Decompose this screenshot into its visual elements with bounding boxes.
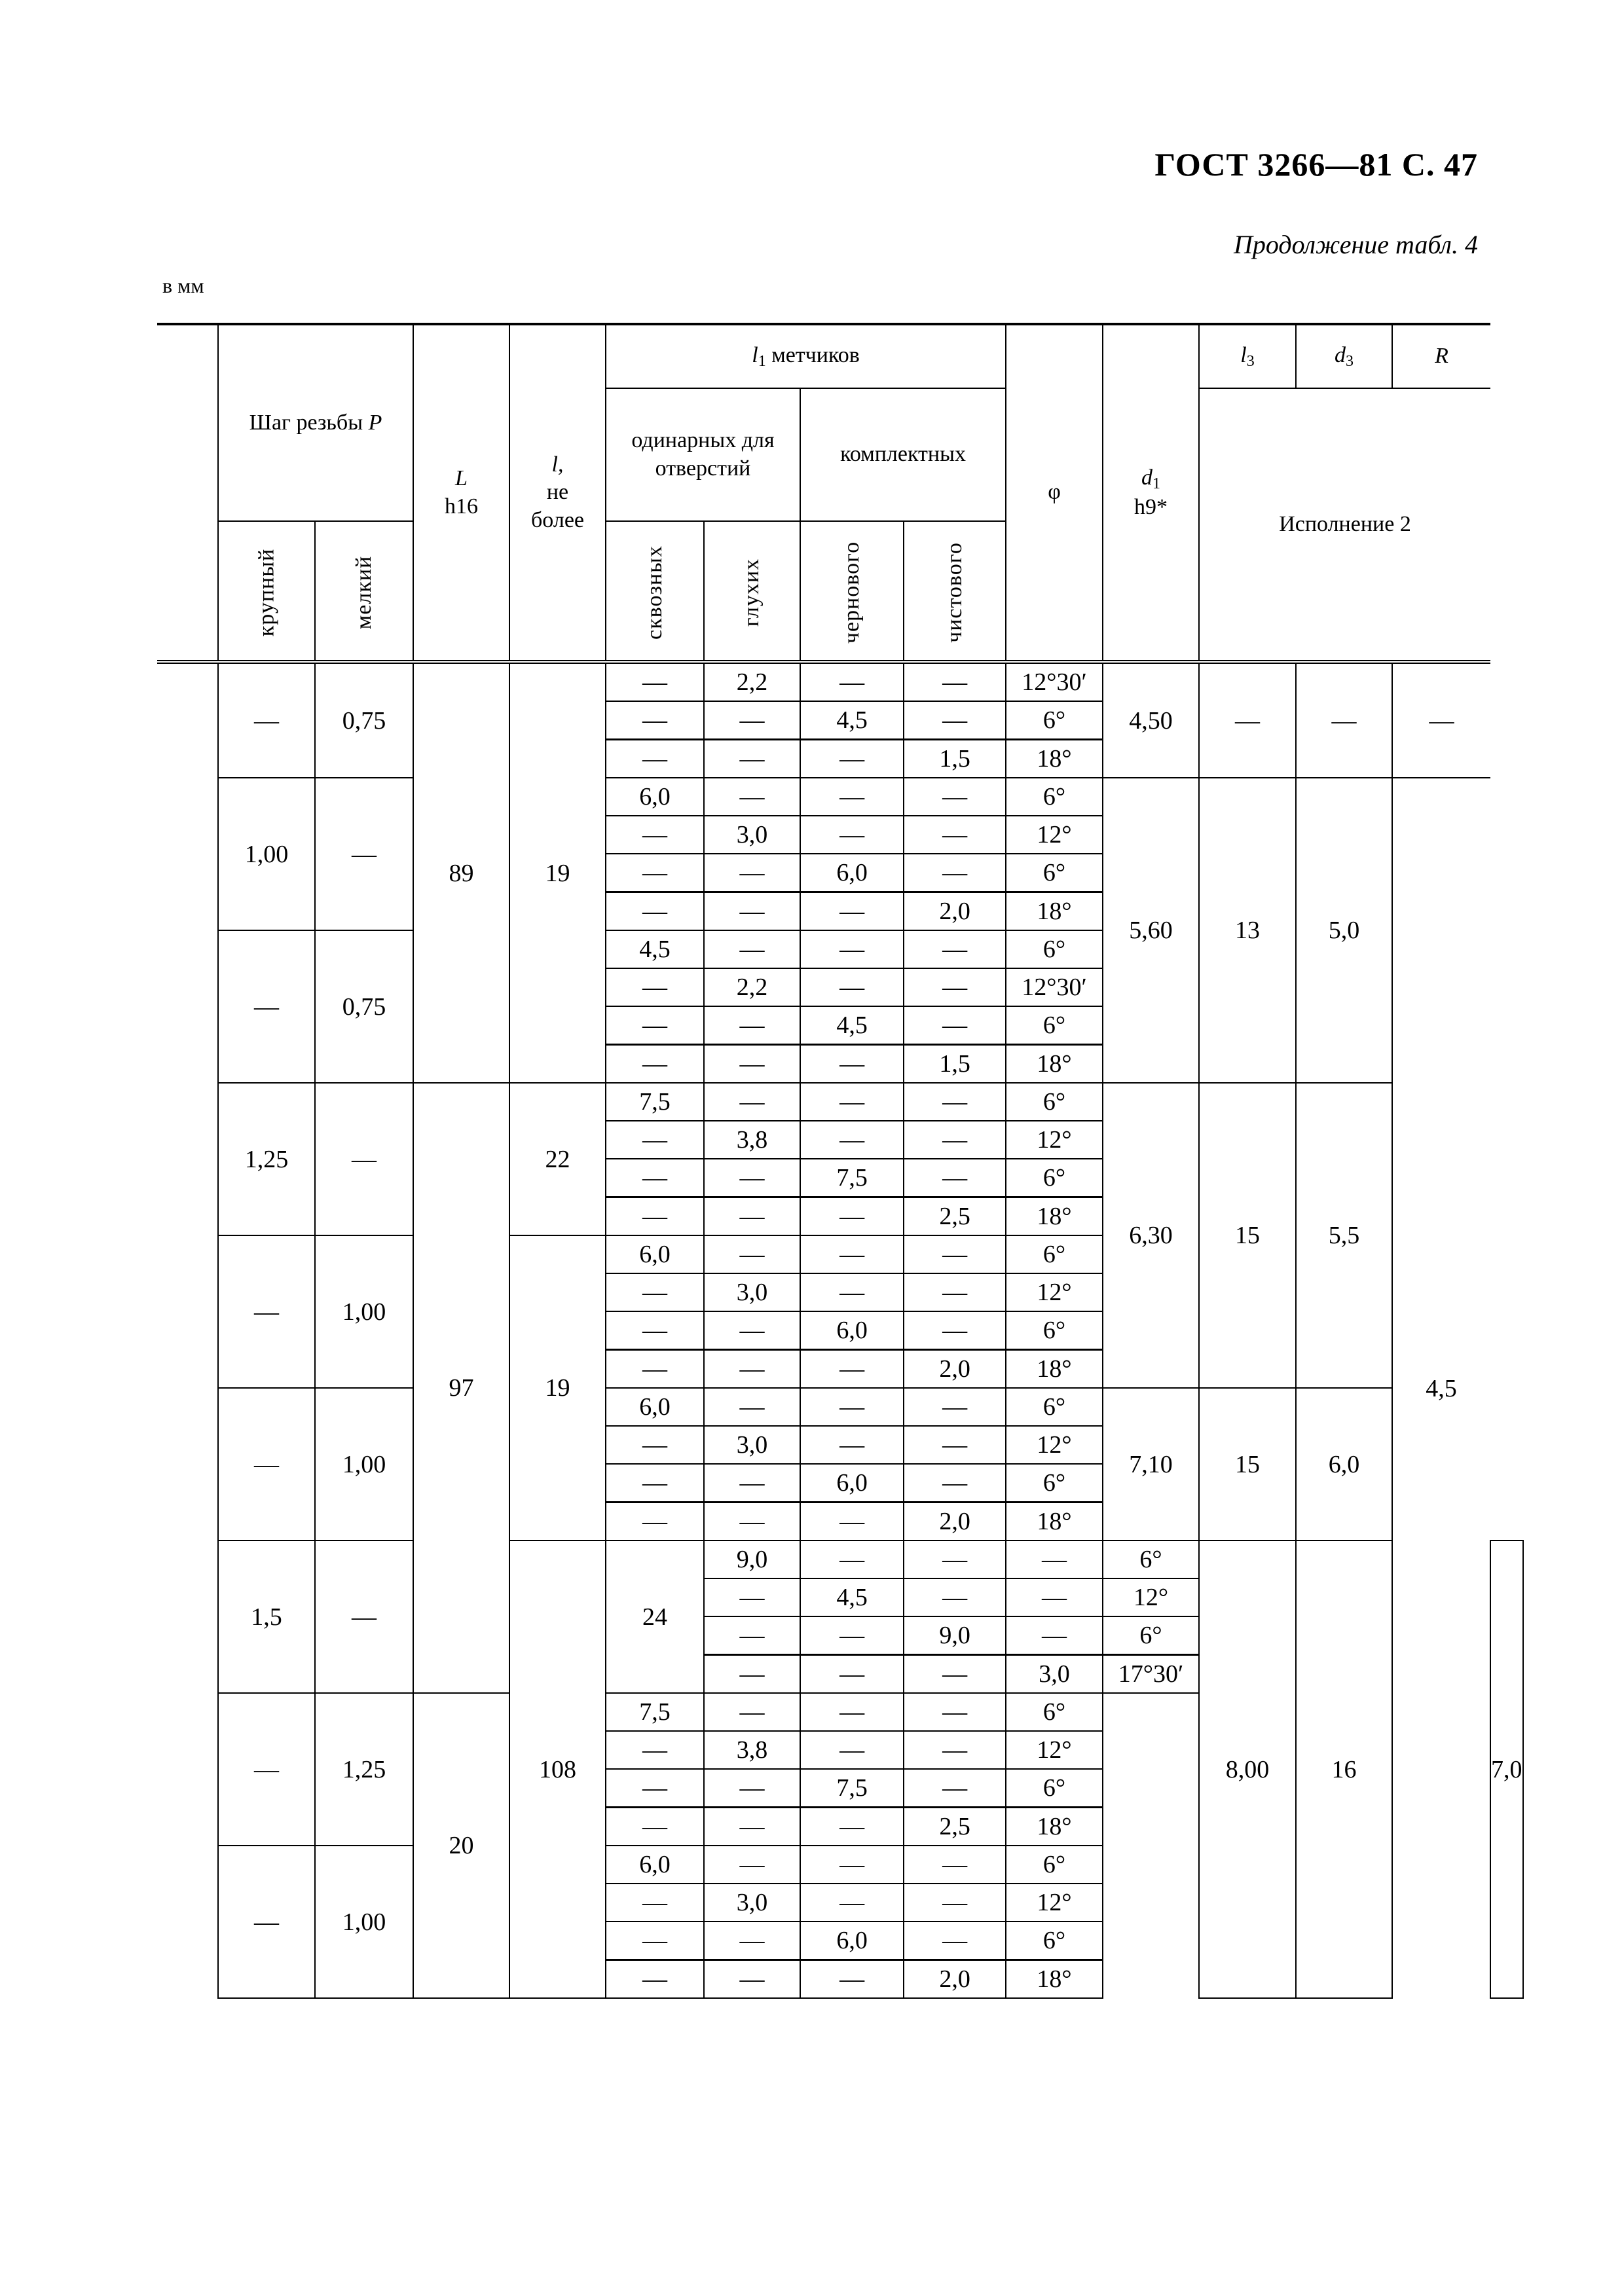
cell-finish: — [904,662,1006,701]
header-pitch: Шаг резьбы P [218,324,413,521]
cell-pitch-fine: 0,75 [315,930,413,1083]
header-l: l, не более [509,324,606,662]
header-L: L h16 [413,324,509,662]
cell-rough: — [904,1540,1006,1578]
cell-finish: — [904,968,1006,1006]
cell-blind: — [704,1159,800,1197]
cell-through: — [606,1350,704,1389]
cell-rough: — [800,1121,904,1159]
cell-d1: 7,10 [1103,1388,1199,1540]
cell-phi: 12°30′ [1006,662,1103,701]
cell-blind: — [704,1922,800,1960]
cell-through: — [606,968,704,1006]
cell-phi: 12° [1006,1884,1103,1922]
cell-finish: 2,0 [904,1350,1006,1389]
header-variant-2: Исполнение 2 [1199,388,1490,662]
cell-rough: 6,0 [800,1922,904,1960]
cell-through: — [606,1006,704,1045]
cell-l3: — [1199,662,1296,778]
cell-l: 20 [413,1693,509,1998]
cell-finish: — [904,1426,1006,1464]
cell-through: 6,0 [606,1846,704,1884]
cell-phi: 6° [1006,930,1103,968]
cell-blind: — [704,1693,800,1731]
cell-finish: — [904,1083,1006,1121]
cell-blind: — [704,701,800,740]
cell-phi: 6° [1006,1159,1103,1197]
cell-phi: 6° [1006,1846,1103,1884]
cell-rough: — [800,1197,904,1236]
cell-rough: — [904,1578,1006,1616]
thread-tap-table [157,323,1524,1999]
cell-rough: — [800,1388,904,1426]
cell-pitch-fine: 1,00 [315,1235,413,1388]
cell-phi: 12° [1006,1273,1103,1311]
cell-pitch-coarse: 1,00 [218,778,315,930]
cell-through: — [606,1808,704,1846]
cell-l: 19 [509,662,606,1083]
table-row [157,778,1523,816]
cell-finish: — [904,1731,1006,1769]
header-coarse: крупный [218,521,315,662]
cell-rough: — [800,1846,904,1884]
cell-phi: 6° [1006,1083,1103,1121]
cell-phi: 6° [1006,701,1103,740]
cell-pitch-fine: — [315,778,413,930]
cell-through: — [606,662,704,701]
cell-d1: 6,30 [1103,1083,1199,1388]
cell-blind: — [704,1960,800,1999]
cell-phi: 18° [1006,1960,1103,1999]
cell-finish: — [904,1159,1006,1197]
cell-L: 89 [413,662,509,1083]
cell-finish: — [904,1693,1006,1731]
cell-through: — [606,1121,704,1159]
cell-blind: — [704,1503,800,1541]
header-through: сквозных [606,521,704,662]
blank-column [157,662,218,1998]
cell-d3: 5,0 [1296,778,1392,1083]
cell-rough: — [800,1273,904,1311]
cell-rough: 7,5 [800,1769,904,1808]
cell-through: — [606,816,704,854]
header-d1: $d_1$ h9* [1103,324,1199,662]
cell-rough: 6,0 [800,1311,904,1350]
cell-finish: 2,0 [904,1503,1006,1541]
cell-through: — [606,1503,704,1541]
cell-d3: 7,0 [1490,1540,1523,1998]
header-rough: чернового [800,521,904,662]
cell-phi: 6° [1006,1922,1103,1960]
cell-phi: 18° [1006,1350,1103,1389]
cell-blind: 3,0 [704,1273,800,1311]
cell-pitch-coarse: — [218,1388,315,1540]
cell-finish: 3,0 [1006,1655,1103,1694]
cell-rough: — [800,1045,904,1084]
cell-finish: — [904,1464,1006,1503]
cell-phi: 12°30′ [1006,968,1103,1006]
cell-l3: 13 [1199,778,1296,1083]
cell-finish: — [904,1273,1006,1311]
cell-phi: 6° [1006,854,1103,892]
cell-rough: — [800,1235,904,1273]
header-blind: глухих [704,521,800,662]
cell-through: 6,0 [606,778,704,816]
cell-phi: 18° [1006,740,1103,778]
cell-pitch-fine: — [315,1540,413,1693]
cell-through: — [606,892,704,931]
cell-finish: — [904,1922,1006,1960]
table-row [157,1083,1523,1121]
cell-through: — [704,1655,800,1694]
cell-l: 19 [509,1235,606,1540]
cell-through: — [606,1159,704,1197]
cell-finish: — [1006,1616,1103,1655]
cell-through: 6,0 [606,1235,704,1273]
header-R: R [1392,324,1490,388]
cell-blind: — [704,1350,800,1389]
cell-finish: 2,5 [904,1808,1006,1846]
cell-through: — [704,1578,800,1616]
cell-d3: 5,5 [1296,1083,1392,1388]
cell-pitch-coarse: — [218,662,315,778]
cell-blind: — [704,1045,800,1084]
cell-R: 4,5 [1392,778,1490,1998]
cell-rough: 7,5 [800,1159,904,1197]
table-row [157,1540,1523,1578]
cell-L: 108 [509,1540,606,1998]
cell-blind: 3,0 [704,1884,800,1922]
cell-finish: 1,5 [904,1045,1006,1084]
table-row [157,662,1523,701]
cell-blind: 2,2 [704,662,800,701]
cell-finish: — [904,778,1006,816]
cell-blind: — [704,1197,800,1236]
cell-through: 7,5 [606,1693,704,1731]
cell-pitch-fine: 1,00 [315,1388,413,1540]
cell-pitch-fine: 0,75 [315,662,413,778]
cell-finish: — [904,1121,1006,1159]
cell-phi: 6° [1006,1693,1103,1731]
cell-rough: 6,0 [800,1464,904,1503]
cell-phi: 6° [1006,1311,1103,1350]
cell-finish: 2,5 [904,1197,1006,1236]
cell-rough: — [904,1655,1006,1694]
cell-through: 4,5 [606,930,704,968]
cell-phi: 6° [1006,1388,1103,1426]
cell-pitch-fine: — [315,1083,413,1235]
cell-rough: — [800,740,904,778]
cell-finish: — [904,1388,1006,1426]
cell-d3: — [1296,662,1392,778]
cell-pitch-coarse: 1,5 [218,1540,315,1693]
cell-through: — [606,1769,704,1808]
cell-through: — [606,1922,704,1960]
cell-blind: — [704,1311,800,1350]
cell-through: — [606,854,704,892]
cell-through: 6,0 [606,1388,704,1426]
table-row [157,1388,1523,1426]
table-continuation-label: Продолжение табл. 4 [1233,230,1478,259]
cell-finish: — [904,701,1006,740]
cell-finish: 2,0 [904,1960,1006,1999]
header-fine: мелкий [315,521,413,662]
cell-through: — [606,1960,704,1999]
cell-blind: — [704,1388,800,1426]
header-set-taps: комплектных [800,388,1006,521]
cell-blind: 3,0 [704,1426,800,1464]
cell-d1: 5,60 [1103,778,1199,1083]
cell-pitch-coarse: — [218,930,315,1083]
cell-rough: — [800,930,904,968]
cell-phi: 12° [1006,816,1103,854]
cell-through: — [606,1273,704,1311]
cell-through: 9,0 [704,1540,800,1578]
cell-through: — [606,740,704,778]
cell-blind: — [800,1540,904,1578]
cell-finish: — [904,930,1006,968]
cell-rough: — [800,1731,904,1769]
cell-through: — [606,1464,704,1503]
cell-rough: — [800,892,904,931]
cell-finish: — [1006,1540,1103,1578]
cell-rough: — [800,816,904,854]
cell-d1: 8,00 [1199,1540,1296,1998]
cell-pitch-coarse: 1,25 [218,1083,315,1235]
cell-phi: 18° [1006,1808,1103,1846]
cell-blind: 4,5 [800,1578,904,1616]
cell-pitch-coarse: — [218,1693,315,1846]
cell-rough: — [800,1960,904,1999]
cell-blind: — [704,1006,800,1045]
cell-pitch-coarse: — [218,1846,315,1998]
cell-through: — [606,1197,704,1236]
cell-l3: 15 [1199,1388,1296,1540]
header-phi: φ [1006,324,1103,662]
header-l1-taps: $l_1$ метчиков [606,324,1006,388]
cell-rough: — [800,1083,904,1121]
cell-blind: — [800,1655,904,1694]
cell-finish: — [904,1235,1006,1273]
cell-blind: — [800,1616,904,1655]
cell-rough: 4,5 [800,701,904,740]
cell-l: 24 [606,1540,704,1693]
cell-blind: — [704,778,800,816]
cell-phi: 6° [1103,1616,1199,1655]
cell-R: — [1392,662,1490,778]
cell-through: — [606,1731,704,1769]
cell-blind: — [704,1808,800,1846]
cell-rough: — [800,1808,904,1846]
cell-finish: — [904,1769,1006,1808]
header-l3: $l_3$ [1199,324,1296,388]
cell-blind: — [704,740,800,778]
cell-blind: — [704,1769,800,1808]
cell-finish: — [1006,1578,1103,1616]
cell-l3: 16 [1296,1540,1392,1998]
cell-d3: 6,0 [1296,1388,1392,1540]
header-d3: $d_3$ [1296,324,1392,388]
cell-phi: 17°30′ [1103,1655,1199,1694]
cell-phi: 12° [1006,1121,1103,1159]
cell-through: — [606,701,704,740]
cell-through: — [606,1045,704,1084]
cell-finish: 2,0 [904,892,1006,931]
header-finish: чистового [904,521,1006,662]
cell-blind: — [704,1235,800,1273]
cell-phi: 12° [1006,1731,1103,1769]
cell-pitch-coarse: — [218,1235,315,1388]
cell-blind: — [704,930,800,968]
cell-finish: — [904,816,1006,854]
cell-finish: — [904,1884,1006,1922]
cell-l: 22 [509,1083,606,1235]
cell-rough: 6,0 [800,854,904,892]
cell-phi: 6° [1006,1769,1103,1808]
cell-phi: 18° [1006,1503,1103,1541]
cell-pitch-fine: 1,00 [315,1846,413,1998]
cell-through: — [606,1426,704,1464]
cell-phi: 6° [1006,1235,1103,1273]
cell-rough: — [800,1350,904,1389]
cell-phi: 6° [1006,778,1103,816]
cell-L: 97 [413,1083,509,1693]
cell-blind: 2,2 [704,968,800,1006]
cell-rough: — [800,778,904,816]
cell-finish: 1,5 [904,740,1006,778]
cell-rough: — [800,1426,904,1464]
header-single-taps: одинарных для отверстий [606,388,800,521]
cell-phi: 6° [1006,1464,1103,1503]
cell-phi: 18° [1006,1197,1103,1236]
cell-rough: — [800,968,904,1006]
cell-phi: 6° [1006,1006,1103,1045]
cell-through: — [606,1311,704,1350]
cell-finish: — [904,1006,1006,1045]
cell-through: — [606,1884,704,1922]
cell-through: — [704,1616,800,1655]
cell-d1: 4,50 [1103,662,1199,778]
cell-finish: — [904,1846,1006,1884]
cell-finish: — [904,1311,1006,1350]
cell-rough: — [800,1503,904,1541]
cell-blind: 3,8 [704,1731,800,1769]
cell-blind: 3,0 [704,816,800,854]
cell-blind: — [704,1464,800,1503]
cell-rough: 9,0 [904,1616,1006,1655]
cell-blind: — [704,1846,800,1884]
cell-l3: 15 [1199,1083,1296,1388]
cell-phi: 18° [1006,1045,1103,1084]
cell-phi: 6° [1103,1540,1199,1578]
cell-rough: — [800,1693,904,1731]
cell-blind: 3,8 [704,1121,800,1159]
blank-column [157,324,218,662]
cell-finish: — [904,854,1006,892]
cell-blind: — [704,1083,800,1121]
cell-phi: 18° [1006,892,1103,931]
cell-pitch-fine: 1,25 [315,1693,413,1846]
cell-rough: — [800,662,904,701]
cell-rough: — [800,1884,904,1922]
cell-rough: 4,5 [800,1006,904,1045]
cell-blind: — [704,892,800,931]
cell-phi: 12° [1006,1426,1103,1464]
units-label: в мм [162,274,204,297]
page-title: ГОСТ 3266—81 С. 47 [1154,146,1478,183]
cell-phi: 12° [1103,1578,1199,1616]
cell-through: 7,5 [606,1083,704,1121]
cell-blind: — [704,854,800,892]
